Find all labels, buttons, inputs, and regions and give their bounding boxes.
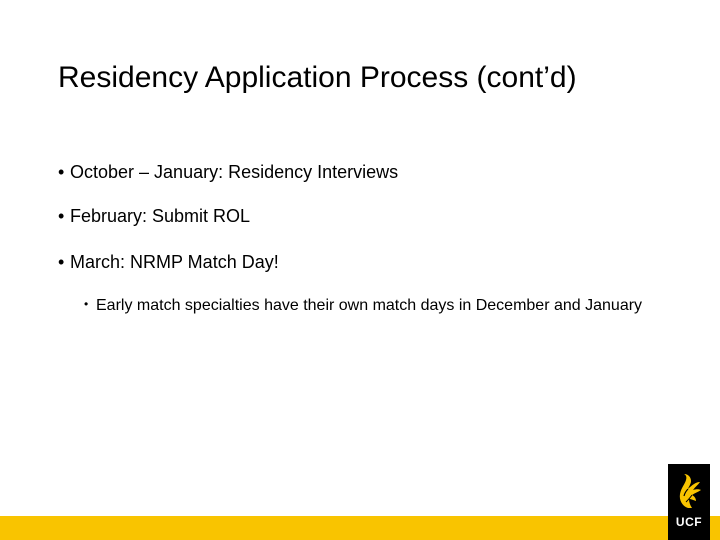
sub-bullet-item	[84, 288, 654, 322]
sub-bullet-text: Early match specialties have their own match days in December and January	[96, 297, 643, 314]
ucf-logo	[668, 464, 710, 540]
bullet-symbol: •	[58, 252, 65, 272]
bullet-item	[58, 160, 398, 184]
footer-gold-bar	[0, 516, 720, 540]
bullet-item	[58, 250, 279, 274]
logo-text: UCF	[675, 515, 703, 529]
bullet-symbol: •	[58, 206, 65, 226]
bullet-text: March: NRMP Match Day!	[70, 252, 279, 272]
bullet-symbol: •	[58, 162, 65, 182]
bullet-symbol: •	[84, 297, 89, 311]
bullet-text: February: Submit ROL	[70, 206, 251, 226]
slide-title: Residency Application Process (cont’d)	[58, 61, 577, 94]
bullet-text: October – January: Residency Interviews	[70, 162, 399, 182]
pegasus-icon	[674, 472, 704, 512]
bullet-item	[58, 204, 250, 228]
